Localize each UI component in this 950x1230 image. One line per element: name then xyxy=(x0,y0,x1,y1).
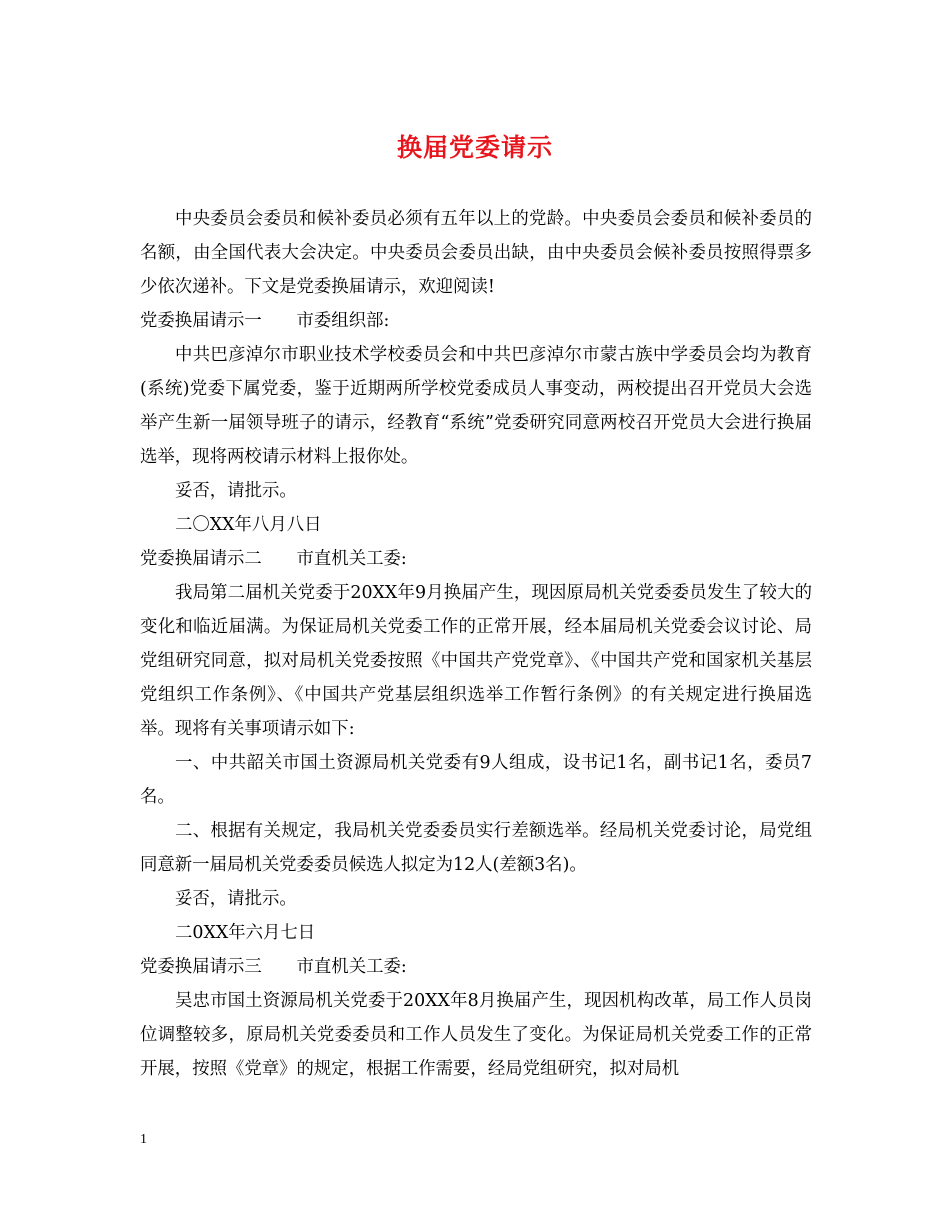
paragraph: 中共巴彦淖尔市职业技术学校委员会和中共巴彦淖尔市蒙古族中学委员会均为教育(系统)党委下属党委，鉴于近期两所学校党委成员人事变动，两校提出召开党员大会选举产生新一届领导班子的请示，经教育“系统”党委研究同意两校召开党员大会进行换届选举，现将两校请示材料上报你处。 xyxy=(140,345,812,467)
paragraph: 吴忠市国土资源局机关党委于20XX年8月换届产生，现因机构改革，局工作人员岗位调整较多，原局机关党委委员和工作人员发生了变化。为保证局机关党委工作的正常开展，按照《党章》的规定，根据工作需要，经局党组研究，拟对局机 xyxy=(140,991,812,1079)
paragraph-date: 二0XX年六月七日 xyxy=(175,923,316,943)
paragraph-closing: 妥否，请批示。 xyxy=(175,889,297,909)
document-title: 换届党委请示 xyxy=(396,133,553,162)
section-heading-3: 党委换届请示三 市直机关工委: xyxy=(140,957,407,977)
section-heading-1: 党委换届请示一 市委组织部: xyxy=(140,311,390,331)
paragraph-item-1: 一、中共韶关市国土资源局机关党委有9人组成，设书记1名，副书记1名，委员7名。 xyxy=(140,753,812,807)
paragraph-closing: 妥否，请批示。 xyxy=(175,481,297,501)
paragraph: 我局第二届机关党委于20XX年9月换届产生，现因原局机关党委委员发生了较大的变化和临近届满。为保证局机关党委工作的正常开展，经本届局机关党委会议讨论、局党组研究同意，拟对局机关党委按照《中国共产党党章》、《中国共产党和国家机关基层党组织工作条例》、《中国共产党基层组织选举工作暂行条例》的有关规定进行换届选举。现将有关事项请示如下: xyxy=(140,583,812,739)
document-body xyxy=(140,202,812,1086)
paragraph-date: 二〇XX年八月八日 xyxy=(175,515,322,535)
section-heading-2: 党委换届请示二 市直机关工委: xyxy=(140,549,407,569)
paragraph-item-2: 二、根据有关规定，我局机关党委委员实行差额选举。经局机关党委讨论，局党组同意新一届局机关党委委员候选人拟定为12人(差额3名)。 xyxy=(140,821,812,875)
page-number: 1 xyxy=(140,1132,147,1147)
paragraph-intro: 中央委员会委员和候补委员必须有五年以上的党龄。中央委员会委员和候补委员的名额，由全国代表大会决定。中央委员会委员出缺，由中央委员会候补委员按照得票多少依次递补。下文是党委换届请示，欢迎阅读! xyxy=(140,209,812,297)
